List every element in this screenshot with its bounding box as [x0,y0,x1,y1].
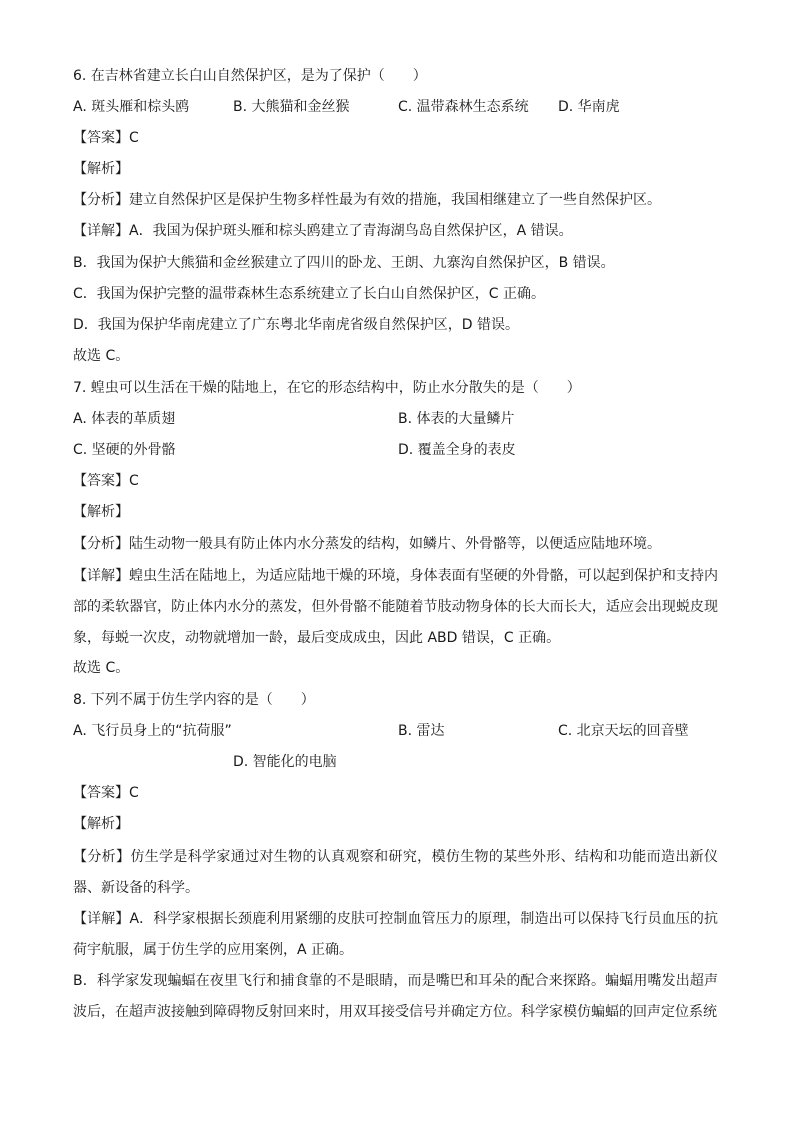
q8-detail-a: 【详解】A．科学家根据长颈鹿利用紧绷的皮肤可控制血管压力的原理，制造出可以保持飞行员血压的抗荷宇航服，属于仿生学的应用案例，A 正确。 [73,911,718,958]
q6-analysis-label: 【解析】 [73,161,129,177]
q7-analysis-label: 【解析】 [73,504,129,520]
q6-fenxi: 【分析】建立自然保护区是保护生物多样性最为有效的措施，我国相继建立了一些自然保护区。 [73,192,661,208]
q8-stem: 8. 下列不属于仿生学内容的是（ ） [73,692,315,708]
q7-option-d: D. 覆盖全身的表皮 [398,442,516,458]
q8-analysis-label: 【解析】 [73,816,129,832]
q6-answer: 【答案】C [73,130,139,146]
q7-fenxi: 【分析】陆生动物一般具有防止体内水分蒸发的结构，如鳞片、外骨骼等，以便适应陆地环境。 [73,536,661,552]
q8-option-a: A. 飞行员身上的“抗荷服” [73,723,232,739]
q8-answer: 【答案】C [73,785,139,801]
q7-answer: 【答案】C [73,473,139,489]
q8-option-c: C. 北京天坛的回音壁 [558,723,689,739]
q6-detail-a: 【详解】A．我国为保护斑头雁和棕头鸥建立了青海湖鸟岛自然保护区，A 错误。 [73,223,573,239]
q8-detail-b: B．科学家发现蝙蝠在夜里飞行和捕食靠的不是眼睛，而是嘴巴和耳朵的配合来探路。蝙蝠用嘴发出超声波后，在超声波接触到障碍物反射回来时，用双耳接受信号并确定方位。科学家模仿蝙蝠的回声定位系统 [73,973,718,1020]
q8-option-b: B. 雷达 [398,723,445,739]
q6-option-a: A. 斑头雁和棕头鸥 [73,99,190,115]
q6-option-d: D. 华南虎 [558,99,620,115]
q7-option-c: C. 坚硬的外骨骼 [73,442,176,458]
q6-option-c: C. 温带森林生态系统 [398,99,529,115]
q7-stem: 7. 蝗虫可以生活在干燥的陆地上，在它的形态结构中，防止水分散失的是（ ） [73,380,581,396]
q6-option-b: B. 大熊猫和金丝猴 [233,99,350,115]
q7-conclusion: 故选 C。 [73,660,130,676]
q8-fenxi: 【分析】仿生学是科学家通过对生物的认真观察和研究，模仿生物的某些外形、结构和功能而造出新仪器、新设备的科学。 [73,849,718,896]
q7-option-a: A. 体表的革质翅 [73,411,176,427]
q6-stem: 6. 在吉林省建立长白山自然保护区，是为了保护（ ） [73,68,427,84]
q6-detail-d: D．我国为保护华南虎建立了广东粤北华南虎省级自然保护区，D 错误。 [73,317,520,333]
q7-option-b: B. 体表的大量鳞片 [398,411,515,427]
q6-conclusion: 故选 C。 [73,348,130,364]
q8-option-d: D. 智能化的电脑 [233,754,337,770]
q7-detail: 【详解】蝗虫生活在陆地上，为适应陆地干燥的环境，身体表面有坚硬的外骨骼，可以起到保护和支持内部的柔软器官，防止体内水分的蒸发，但外骨骼不能随着节肢动物身体的长大而长大，适应会出现蜕皮现象，每蜕一次皮，动物就增加一龄，最后变成成虫，因此 ABD 错误，C 正确。 [73,568,718,646]
q6-detail-c: C．我国为保护完整的温带森林生态系统建立了长白山自然保护区，C 正确。 [73,286,545,302]
q6-detail-b: B．我国为保护大熊猫和金丝猴建立了四川的卧龙、王朗、九寨沟自然保护区，B 错误。 [73,255,615,271]
